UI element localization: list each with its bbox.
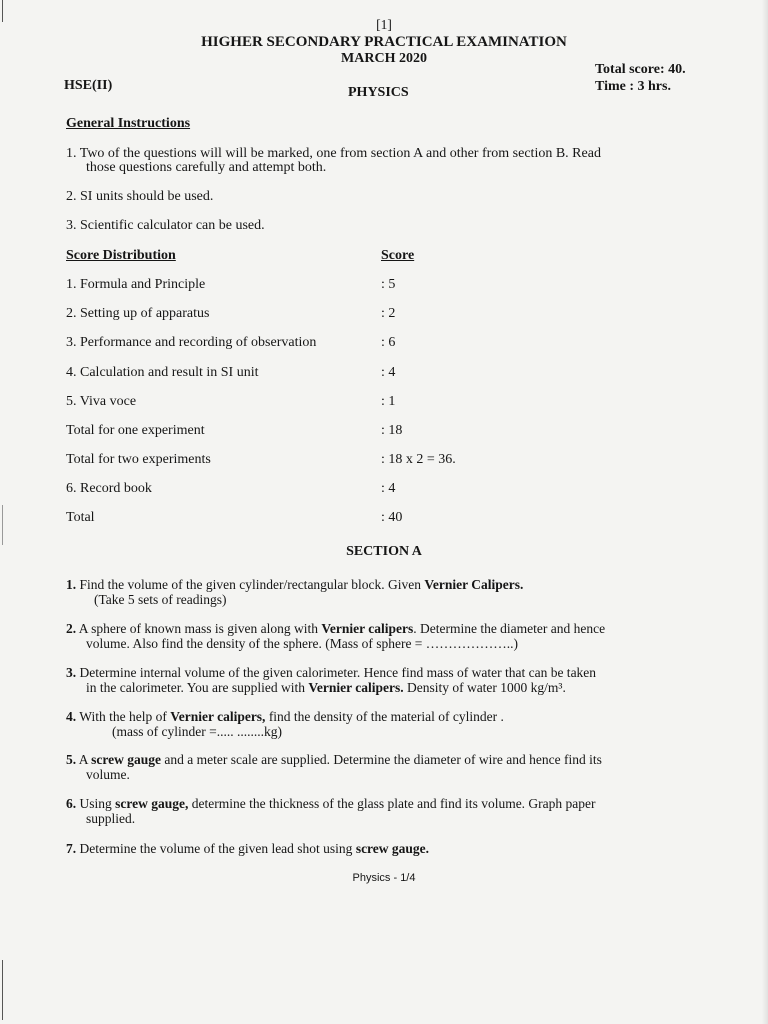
level-label: HSE(II) [64,78,113,93]
question-number: 4. [66,709,77,724]
question-continuation: (Take 5 sets of readings) [94,592,227,607]
question-apparatus: screw gauge. [355,841,430,856]
question-7 [66,841,716,856]
score-row-label: Total for one experiment [66,423,205,438]
section-a-heading: SECTION A [346,544,422,559]
question-text-after: and a meter scale are supplied. Determine the diameter of wire and hence find its [161,752,602,767]
question-apparatus: Vernier calipers [321,621,414,636]
scan-mark [2,505,3,545]
page-number: [1] [376,17,392,32]
score-column-heading: Score [381,248,415,263]
score-row-label: 1. Formula and Principle [66,277,206,292]
question-text-after: determine the thickness of the glass plate and find its volume. Graph paper [188,796,596,811]
score-row-value: : 18 [381,423,403,438]
score-row-label: 5. Viva voce [66,394,137,409]
question-number: 5. [66,752,77,767]
scan-mark [2,0,3,22]
score-row-label: 2. Setting up of apparatus [66,306,210,321]
score-row-value: : 6 [381,335,396,350]
question-apparatus: Vernier calipers, [170,709,266,724]
page-footer: Physics - 1/4 [352,872,416,884]
score-row-value: : 1 [381,394,396,409]
score-row-label: Total [66,510,95,525]
question-apparatus: Vernier Calipers. [424,577,524,592]
question-text: Determine the volume of the given lead shot using [76,841,356,856]
question-text: A [76,752,92,767]
question-number: 2. [66,621,77,636]
question-number: 1. [66,577,77,592]
question-number: 7. [66,841,77,856]
question-text: A sphere of known mass is given along with [76,621,322,636]
score-row-label: 4. Calculation and result in SI unit [66,365,259,380]
question-continuation: volume. [86,767,130,782]
instructions-heading: General Instructions [66,116,191,131]
question-apparatus: screw gauge [91,752,162,767]
question-text: With the help of [76,709,171,724]
question-text: in the calorimeter. You are supplied with [86,680,309,695]
question-continuation: (mass of cylinder =..... ........kg) [112,724,282,739]
score-row-value: : 4 [381,481,396,496]
instruction-3: 3. Scientific calculator can be used. [66,218,265,233]
total-score: Total score: 40. [595,62,686,77]
score-row-label: Total for two experiments [66,452,211,467]
score-row-value: : 40 [381,510,403,525]
exam-date: MARCH 2020 [341,51,427,66]
question-5 [66,752,716,782]
question-1 [66,577,716,607]
score-row-value: : 4 [381,365,396,380]
question-text: Find the volume of the given cylinder/rectangular block. Given [76,577,425,592]
exam-title: HIGHER SECONDARY PRACTICAL EXAMINATION [201,34,567,50]
score-row-value: : 5 [381,277,396,292]
scan-mark [2,960,3,1020]
question-text: Determine internal volume of the given calorimeter. Hence find mass of water that can be taken [76,665,597,680]
question-6 [66,796,716,826]
question-apparatus: Vernier calipers. [308,680,404,695]
question-3 [66,665,716,695]
score-row-label: 6. Record book [66,481,152,496]
instruction-1-cont: those questions carefully and attempt both. [86,160,327,175]
question-text-after: find the density of the material of cylinder . [265,709,504,724]
question-continuation [66,680,716,695]
score-distribution-heading: Score Distribution [66,248,176,263]
score-row-label: 3. Performance and recording of observation [66,335,317,350]
scan-shadow [762,0,768,1024]
question-continuation: volume. Also find the density of the sphere. (Mass of sphere = ………………..) [86,636,519,651]
question-text-after: Density of water 1000 kg/m³. [403,680,566,695]
instruction-2: 2. SI units should be used. [66,189,214,204]
subject-title: PHYSICS [348,85,409,100]
instruction-1: 1. Two of the questions will will be marked, one from section A and other from section B. Read [66,146,601,161]
question-number: 6. [66,796,77,811]
question-continuation: supplied. [86,811,136,826]
question-apparatus: screw gauge, [115,796,189,811]
question-2 [66,621,716,651]
score-row-value: : 2 [381,306,396,321]
question-number: 3. [66,665,77,680]
time-allowed: Time : 3 hrs. [595,79,671,94]
question-4 [66,709,716,739]
score-row-value: : 18 x 2 = 36. [381,452,456,467]
question-text-after: . Determine the diameter and hence [413,621,606,636]
question-text: Using [76,796,116,811]
